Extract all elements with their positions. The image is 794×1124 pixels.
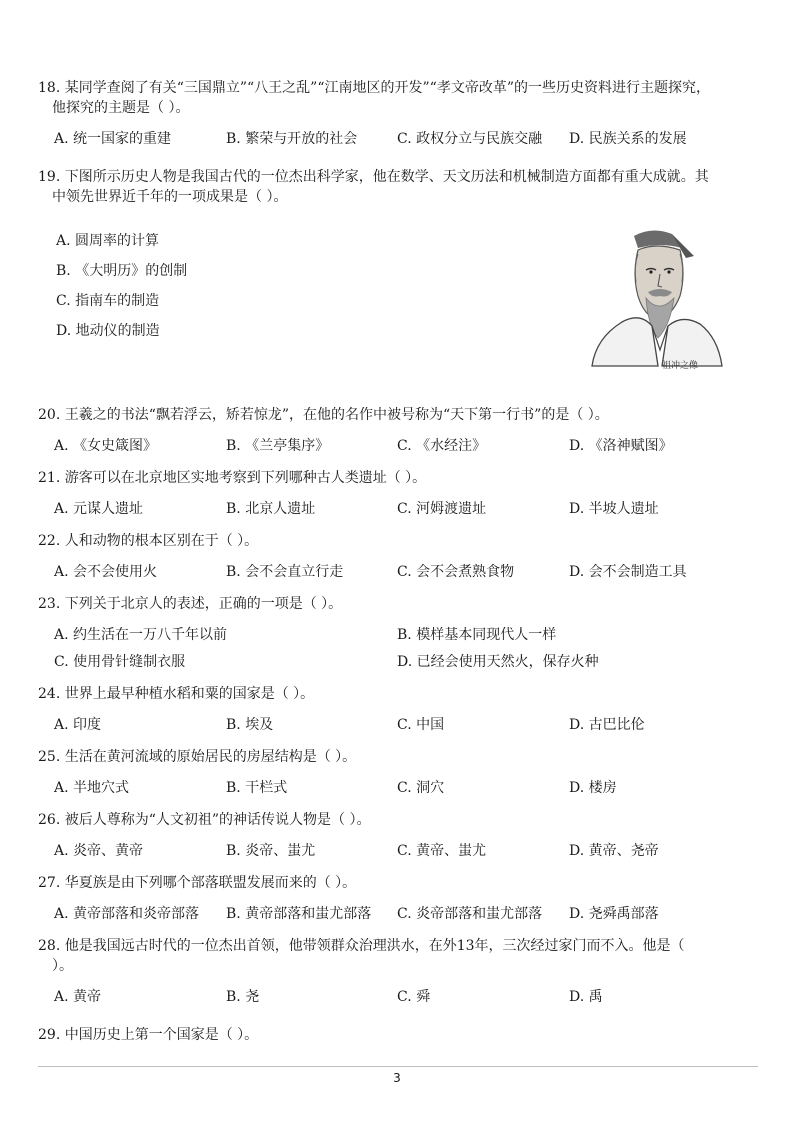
option-d[interactable]: D. 《洛神赋图》: [569, 438, 673, 454]
option-c[interactable]: C. 指南车的制造: [56, 293, 160, 309]
page-number: 3: [393, 1071, 401, 1085]
option-c[interactable]: C. 洞穴: [397, 780, 445, 796]
question-stem: 25. 生活在黄河流域的原始居民的房屋结构是（ ）。: [38, 749, 357, 765]
option-d[interactable]: D. 民族关系的发展: [569, 131, 687, 147]
figure-caption: 祖冲之像: [662, 361, 699, 371]
option-c[interactable]: C. 黄帝、蚩尤: [397, 843, 487, 859]
option-b[interactable]: B. 黄帝部落和蚩尤部落: [226, 906, 372, 922]
option-a[interactable]: A. 黄帝: [54, 989, 102, 1005]
option-a[interactable]: A. 会不会使用火: [54, 564, 158, 580]
option-b[interactable]: B. 《大明历》的创制: [56, 263, 188, 279]
option-b[interactable]: B. 《兰亭集序》: [226, 438, 330, 454]
option-d[interactable]: D. 地动仪的制造: [56, 323, 160, 339]
option-a[interactable]: A. 统一国家的重建: [54, 131, 172, 147]
option-b[interactable]: B. 尧: [226, 989, 260, 1005]
question-26: [38, 810, 758, 861]
options-row: [38, 778, 758, 798]
options-row: [38, 499, 758, 519]
question-stem: 21. 游客可以在北京地区实地考察到下列哪种古人类遗址（ ）。: [38, 470, 427, 486]
question-27: [38, 873, 758, 924]
option-d[interactable]: D. 会不会制造工具: [569, 564, 687, 580]
question-29: [38, 1025, 758, 1045]
option-d[interactable]: D. 已经会使用天然火，保存火种: [397, 654, 599, 670]
question-stem: 18. 某同学查阅了有关“三国鼎立”“八王之乱”“江南地区的开发”“孝文帝改革”的一些历史资料进行主题探究， 他探究的主题是（ ）。: [38, 80, 710, 116]
options-row: [38, 436, 758, 456]
options-row: [38, 841, 758, 861]
question-stem: 29. 中国历史上第一个国家是（ ）。: [38, 1027, 259, 1043]
question-stem: 24. 世界上最早种植水稻和粟的国家是（ ）。: [38, 686, 315, 702]
footer-divider: [38, 1066, 758, 1067]
question-21: [38, 468, 758, 519]
option-b[interactable]: B. 繁荣与开放的社会: [226, 131, 358, 147]
option-b[interactable]: B. 炎帝、蚩尤: [226, 843, 316, 859]
options-row: [38, 652, 758, 672]
option-a[interactable]: A. 半地穴式: [54, 780, 130, 796]
question-stem: 23. 下列关于北京人的表述，正确的一项是（ ）。: [38, 596, 343, 612]
option-a[interactable]: A. 元谋人遗址: [54, 501, 144, 517]
question-stem: 20. 王羲之的书法“飘若浮云，矫若惊龙”，在他的名作中被号称为“天下第一行书”的是（ ）。: [38, 407, 609, 423]
options-row: [38, 625, 758, 645]
option-a[interactable]: A. 黄帝部落和炎帝部落: [54, 906, 200, 922]
option-d[interactable]: D. 楼房: [569, 780, 617, 796]
option-a[interactable]: A. 约生活在一万八千年以前: [54, 627, 228, 643]
question-18: [38, 78, 758, 149]
option-b[interactable]: B. 埃及: [226, 717, 274, 733]
option-c[interactable]: C. 舜: [397, 989, 431, 1005]
question-stem: 22. 人和动物的根本区别在于（ ）。: [38, 533, 259, 549]
portrait-icon: [582, 226, 727, 374]
option-b[interactable]: B. 干栏式: [226, 780, 288, 796]
options-row: [38, 129, 758, 149]
question-28: [38, 936, 758, 1007]
question-stem: 28. 他是我国远古时代的一位杰出首领，他带领群众治理洪水，在外13年，三次经过家门而不入。他是（ ）。: [38, 938, 685, 974]
question-20: [38, 405, 758, 456]
question-22: [38, 531, 758, 582]
option-c[interactable]: C. 《水经注》: [397, 438, 487, 454]
question-stem: 26. 被后人尊称为“人文初祖”的神话传说人物是（ ）。: [38, 812, 371, 828]
options-row: [38, 904, 758, 924]
question-stem: 19. 下图所示历史人物是我国古代的一位杰出科学家，他在数学、天文历法和机械制造方面都有重大成就。其 中领先世界近千年的一项成果是（ ）。: [38, 169, 709, 205]
option-a[interactable]: A. 圆周率的计算: [56, 233, 160, 249]
question-23: [38, 594, 758, 672]
option-c[interactable]: C. 中国: [397, 717, 445, 733]
options-row: [38, 987, 758, 1007]
option-d[interactable]: D. 禹: [569, 989, 603, 1005]
options-row: [38, 715, 758, 735]
question-25: [38, 747, 758, 798]
option-c[interactable]: C. 使用骨针缝制衣服: [54, 654, 186, 670]
option-c[interactable]: C. 会不会煮熟食物: [397, 564, 515, 580]
option-d[interactable]: D. 尧舜禹部落: [569, 906, 659, 922]
option-b[interactable]: B. 北京人遗址: [226, 501, 316, 517]
question-24: [38, 684, 758, 735]
option-d[interactable]: D. 黄帝、尧帝: [569, 843, 659, 859]
option-a[interactable]: A. 炎帝、黄帝: [54, 843, 144, 859]
option-b[interactable]: B. 会不会直立行走: [226, 564, 344, 580]
option-d[interactable]: D. 半坡人遗址: [569, 501, 659, 517]
option-a[interactable]: A. 《女史箴图》: [54, 438, 158, 454]
options-row: [38, 562, 758, 582]
option-c[interactable]: C. 河姆渡遗址: [397, 501, 487, 517]
option-a[interactable]: A. 印度: [54, 717, 102, 733]
option-c[interactable]: C. 政权分立与民族交融: [397, 131, 543, 147]
option-b[interactable]: B. 模样基本同现代人一样: [397, 627, 557, 643]
portrait-figure: [582, 226, 727, 374]
option-d[interactable]: D. 古巴比伦: [569, 717, 645, 733]
question-stem: 27. 华夏族是由下列哪个部落联盟发展而来的（ ）。: [38, 875, 357, 891]
option-c[interactable]: C. 炎帝部落和蚩尤部落: [397, 906, 543, 922]
